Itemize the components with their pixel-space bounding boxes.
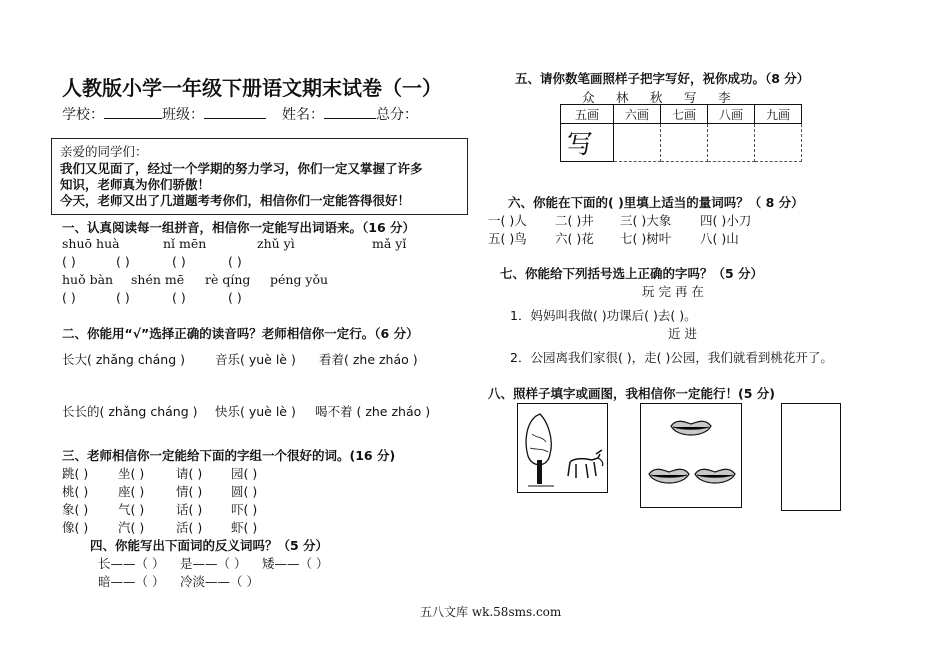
q3-cell[interactable]: 跳( ): [62, 466, 89, 481]
q6-title: 六、你能在下面的( )里填上适当的量词吗？（ 8 分）: [508, 195, 804, 210]
q3-cell[interactable]: 座( ): [118, 484, 145, 499]
school-blank[interactable]: [104, 106, 162, 119]
q2-title: 二、你能用“√”选择正确的读音吗？老师相信你一定行。（6 分）: [62, 326, 419, 341]
name-blank[interactable]: [324, 106, 376, 119]
q3-cell[interactable]: 虾( ): [231, 520, 258, 535]
greeting-line-4: 今天，老师又出了几道题考考你们，相信你们一定能答得很好！: [60, 193, 411, 208]
q8-title: 八、照样子填字或画图，我相信你一定能行！(5 分): [488, 386, 775, 401]
q6-item[interactable]: 八( )山: [700, 231, 739, 246]
q1-blank-2[interactable]: ( ): [116, 254, 130, 269]
footer-text: 五八文库 wk.58sms.com: [420, 605, 562, 619]
q3-cell[interactable]: 话( ): [176, 502, 203, 517]
empty-drawing-box[interactable]: [781, 403, 841, 511]
q3-cell[interactable]: 汽( ): [118, 520, 145, 535]
stroke-cell[interactable]: [661, 124, 708, 162]
q1-blank-4[interactable]: ( ): [228, 254, 242, 269]
stroke-header: 七画: [661, 105, 708, 124]
greeting-line-2: 我们又见面了，经过一个学期的努力学习，你们一定又掌握了许多: [60, 161, 423, 176]
q2-item-5[interactable]: 快乐( yuè lè ): [215, 404, 296, 419]
stroke-header: 八画: [708, 105, 755, 124]
q5-char: 李: [718, 90, 731, 105]
q5-char: 众: [582, 90, 595, 105]
q3-cell[interactable]: 桃( ): [62, 484, 89, 499]
stroke-cell[interactable]: [614, 124, 661, 162]
stroke-header: 五画: [561, 105, 614, 124]
q1-blank-6[interactable]: ( ): [116, 290, 130, 305]
lips-icon: [641, 404, 741, 507]
q6-item[interactable]: 五( )鸟: [488, 231, 527, 246]
q3-cell[interactable]: 坐( ): [118, 466, 145, 481]
q1-pinyin-2: nǐ mēn: [163, 236, 207, 251]
q7-sentence-1[interactable]: 1．妈妈叫我做( )功课后( )去( )。: [510, 308, 697, 323]
page-title: 人教版小学一年级下册语文期末试卷（一）: [62, 76, 442, 100]
stroke-cell[interactable]: [755, 124, 802, 162]
q4-item[interactable]: 冷淡——（ ）: [180, 574, 259, 589]
q3-cell[interactable]: 气( ): [118, 502, 145, 517]
q1-blank-3[interactable]: ( ): [172, 254, 186, 269]
stroke-cell[interactable]: [708, 124, 755, 162]
q4-item[interactable]: 是——（ ）: [180, 556, 247, 571]
q1-pinyin-7: rè qíng: [205, 272, 251, 287]
q6-item[interactable]: 四( )小刀: [700, 213, 752, 228]
q3-cell[interactable]: 情( ): [176, 484, 203, 499]
greeting-line-1: 亲爱的同学们：: [60, 144, 148, 159]
score-label: 总分：: [376, 107, 418, 123]
q2-item-6[interactable]: 喝不着 ( zhe zháo ): [315, 404, 431, 419]
student-info-line: [62, 104, 418, 124]
q6-item[interactable]: 七( )树叶: [620, 231, 672, 246]
q1-pinyin-6: shén mē: [131, 272, 185, 287]
q2-item-3[interactable]: 看着( zhe zháo ): [319, 352, 418, 367]
class-blank[interactable]: [204, 106, 266, 119]
q1-pinyin-5: huǒ bàn: [62, 272, 114, 287]
greeting-line-3: 知识，老师真为你们骄傲！: [60, 177, 211, 192]
q2-item-1[interactable]: 长大( zhǎng cháng ): [62, 352, 185, 367]
q1-blank-1[interactable]: ( ): [62, 254, 76, 269]
q6-item[interactable]: 六( )花: [555, 231, 594, 246]
q1-pinyin-8: péng yǒu: [270, 272, 329, 287]
q4-title: 四、你能写出下面词的反义词吗？（5 分）: [90, 538, 329, 553]
q4-item[interactable]: 长——（ ）: [98, 556, 165, 571]
stroke-example: 写: [561, 124, 614, 162]
q4-item[interactable]: 暗——（ ）: [98, 574, 165, 589]
q7-title: 七、你能给下列括号选上正确的字吗？（5 分）: [500, 266, 764, 281]
q3-title: 三、老师相信你一定能给下面的字组一个很好的词。(16 分): [62, 448, 396, 463]
q3-cell[interactable]: 像( ): [62, 520, 89, 535]
lips-picture: [640, 403, 742, 508]
q1-pinyin-1: shuō huà: [62, 236, 120, 251]
q5-title: 五、请你数笔画照样子把字写好，祝你成功。（8 分）: [515, 71, 810, 86]
q6-item[interactable]: 二( )井: [555, 213, 594, 228]
q5-char: 林: [616, 90, 629, 105]
q7-options-2: 近 进: [668, 326, 697, 341]
q7-sentence-2[interactable]: 2．公园离我们家很( )，走( )公园，我们就看到桃花开了。: [510, 350, 833, 365]
q7-options-1: 玩 完 再 在: [642, 284, 704, 299]
name-label: 姓名：: [282, 107, 324, 123]
q5-char: 秋: [650, 90, 663, 105]
tree-goat-icon: [518, 404, 607, 492]
q6-item[interactable]: 三( )大象: [620, 213, 672, 228]
stroke-header: 九画: [755, 105, 802, 124]
school-label: 学校：: [62, 107, 104, 123]
stroke-table: [560, 104, 802, 162]
class-label: 班级：: [162, 107, 204, 123]
q3-cell[interactable]: 园( ): [231, 466, 258, 481]
q2-item-2[interactable]: 音乐( yuè lè ): [215, 352, 296, 367]
tree-goat-picture: [517, 403, 608, 493]
q3-cell[interactable]: 象( ): [62, 502, 89, 517]
q1-blank-5[interactable]: ( ): [62, 290, 76, 305]
q3-cell[interactable]: 活( ): [176, 520, 203, 535]
q6-item[interactable]: 一( )人: [488, 213, 527, 228]
q1-pinyin-3: zhǔ yì: [257, 236, 295, 251]
q2-item-4[interactable]: 长长的( zhǎng cháng ): [62, 404, 198, 419]
q1-pinyin-4: mǎ yǐ: [372, 236, 407, 251]
q3-cell[interactable]: 请( ): [176, 466, 203, 481]
stroke-header: 六画: [614, 105, 661, 124]
q1-blank-7[interactable]: ( ): [172, 290, 186, 305]
q3-cell[interactable]: 吓( ): [231, 502, 258, 517]
q1-blank-8[interactable]: ( ): [228, 290, 242, 305]
q5-char: 写: [684, 90, 697, 105]
q4-item[interactable]: 矮——（ ）: [262, 556, 329, 571]
q3-cell[interactable]: 圆( ): [231, 484, 258, 499]
q1-title: 一、认真阅读每一组拼音，相信你一定能写出词语来。（16 分）: [62, 220, 415, 235]
